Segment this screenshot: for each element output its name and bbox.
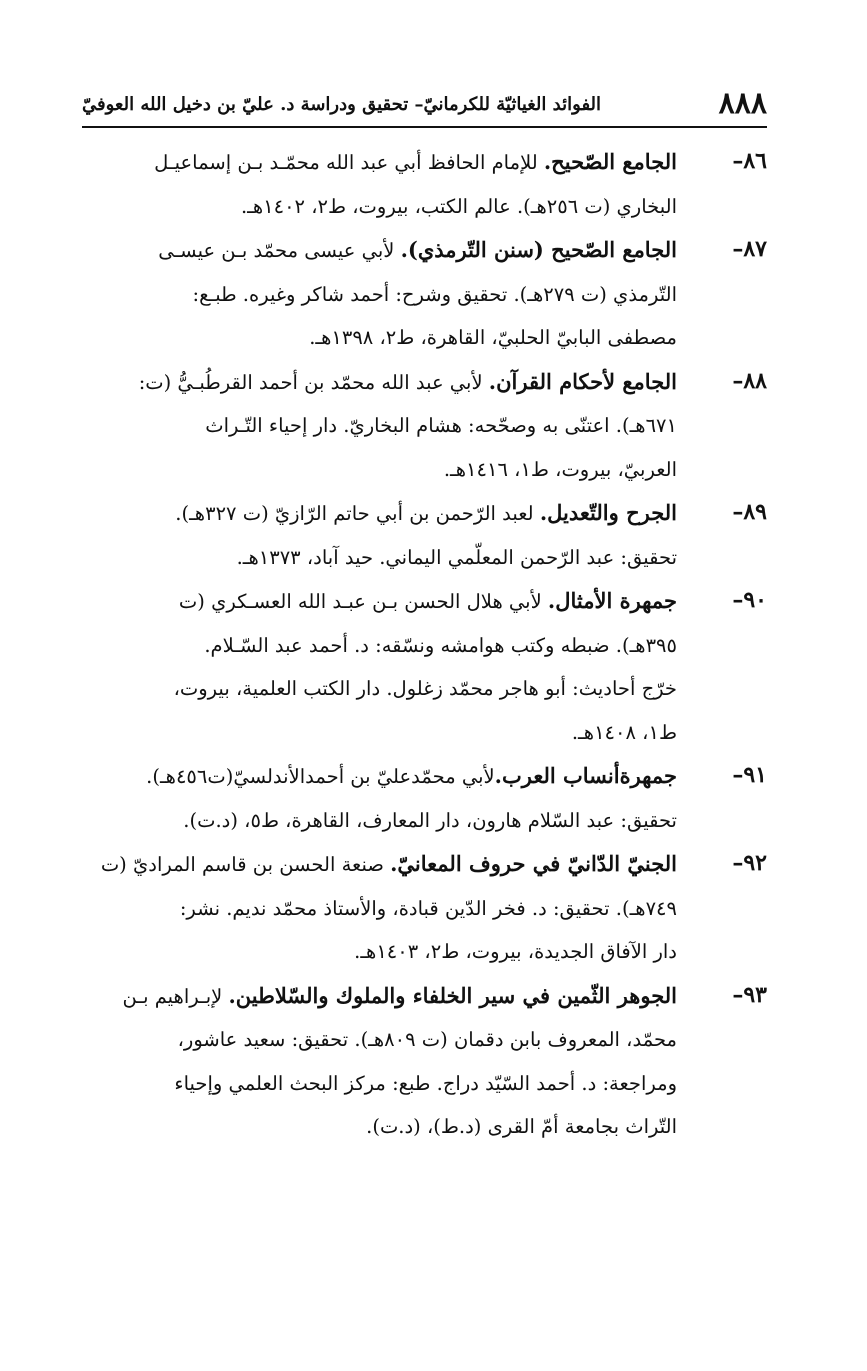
entry-title: الجامع الصّحيح (سنن التّرمذي). [400, 237, 677, 262]
entry-title: جمهرة الأمثال. [547, 588, 677, 613]
entry-number: ٩٢– [732, 850, 767, 876]
bibliography-entry-90 [82, 579, 767, 754]
entry-title: الجامع الصّحيح. [543, 149, 677, 174]
entry-number: ٩١– [732, 762, 767, 788]
entry-line [82, 228, 677, 273]
bibliography-list [82, 140, 767, 1149]
entry-line [82, 974, 677, 1019]
entry-title: جمهرةأنساب العرب. [494, 763, 677, 788]
page-header [82, 82, 767, 128]
entry-text: لأبي هلال الحسن بـن عبـد الله العسـكري (ت [178, 590, 548, 613]
entry-number: ٩٣– [732, 981, 767, 1008]
entry-number: ٨٨– [732, 367, 767, 394]
entry-line: ٦٧١هـ). اعتنّى به وصحّحه: هشام البخاريّ. دار إحياء التّـراث [205, 414, 677, 437]
entry-line [82, 360, 677, 405]
running-title: الفوائد الغياثيّة للكرمانيّ– تحقيق ودراسة د. عليّ بن دخيل الله العوفيّ [82, 94, 602, 115]
entry-line: مصطفى البابيّ الحلبيّ، القاهرة، ط٢، ١٣٩٨هـ. [309, 326, 677, 349]
entry-line: تحقيق: عبد السّلام هارون، دار المعارف، القاهرة، ط٥، (د.ت). [183, 808, 677, 832]
bibliography-entry-86 [82, 140, 767, 228]
entry-line: ط١، ١٤٠٨هـ. [571, 720, 677, 744]
entry-line [82, 579, 677, 624]
bibliography-entry-88 [82, 360, 767, 492]
entry-line [82, 140, 677, 185]
entry-line: دار الآفاق الجديدة، بيروت، ط٢، ١٤٠٣هـ. [354, 940, 677, 963]
entry-number: ٩٠– [732, 587, 767, 613]
entry-text: لإبـراهيم بـن [122, 984, 229, 1008]
entry-text: لأبي عيسى محمّد بـن عيسـى [158, 239, 401, 262]
entry-line: التّراث بجامعة أمّ القرى (د.ط)، (د.ت). [366, 1115, 677, 1138]
entry-number: ٨٩– [732, 499, 767, 525]
entry-line: ٧٤٩هـ). تحقيق: د. فخر الدّين قبادة، والأستاذ محمّد نديم. نشر: [179, 896, 677, 920]
entry-line [82, 842, 677, 887]
entry-title: الجامع لأحكام القرآن. [488, 368, 677, 394]
bibliography-entry-93 [82, 974, 767, 1149]
bibliography-entry-92 [82, 842, 767, 974]
entry-text: لأبي محمّدعليّ بن أحمدالأندلسيّ(ت٤٥٦هـ). [146, 765, 495, 788]
entry-line: محمّد، المعروف بابن دقمان (ت ٨٠٩هـ). تحقيق: سعيد عاشور، [177, 1028, 677, 1051]
bibliography-entry-89 [82, 491, 767, 579]
entry-text: لعبد الرّحمن بن أبي حاتم الرّازيّ (ت ٣٢٧هـ). [175, 502, 540, 525]
bibliography-entry-87 [82, 228, 767, 360]
entry-line: البخاري (ت ٢٥٦هـ). عالم الكتب، بيروت، ط٢، ١٤٠٢هـ. [240, 194, 677, 218]
entry-line: ومراجعة: د. أحمد السّيّد دراج. طبع: مركز البحث العلمي وإحياء [174, 1071, 677, 1095]
entry-line: ٣٩٥هـ). ضبطه وكتب هوامشه ونسّقه: د. أحمد عبد السّـلام. [204, 633, 677, 657]
entry-number: ٨٦– [732, 148, 767, 174]
entry-title: الجوهر الثّمين في سير الخلفاء والملوك والسّلاطين. [228, 982, 677, 1008]
entry-text: لأبي عبد الله محمّد بن أحمد القرطُبـيُّ (ت: [138, 370, 489, 394]
entry-title: الجنيّ الدّانيّ في حروف المعانيّ. [390, 851, 677, 876]
entry-line [82, 754, 677, 799]
entry-line: العربيّ، بيروت، ط١، ١٤١٦هـ. [443, 457, 677, 481]
entry-text: صنعة الحسن بن قاسم المراديّ (ت [100, 853, 391, 876]
entry-number: ٨٧– [732, 236, 767, 262]
entry-line [82, 491, 677, 536]
entry-line: خرّج أحاديث: أبو هاجر محمّد زغلول. دار الكتب العلمية، بيروت، [173, 677, 677, 700]
entry-text: للإمام الحافظ أبي عبد الله محمّـد بـن إسماعيـل [154, 151, 544, 174]
bibliography-entry-91 [82, 754, 767, 842]
page-number: ٨٨٨ [718, 86, 767, 121]
entry-title: الجرح والتّعديل. [539, 500, 677, 525]
entry-line: تحقيق: عبد الرّحمن المعلّمي اليماني. حيد آباد، ١٣٧٣هـ. [236, 545, 677, 569]
entry-line: التّرمذي (ت ٢٧٩هـ). تحقيق وشرح: أحمد شاكر وغيره. طبـع: [192, 282, 677, 306]
